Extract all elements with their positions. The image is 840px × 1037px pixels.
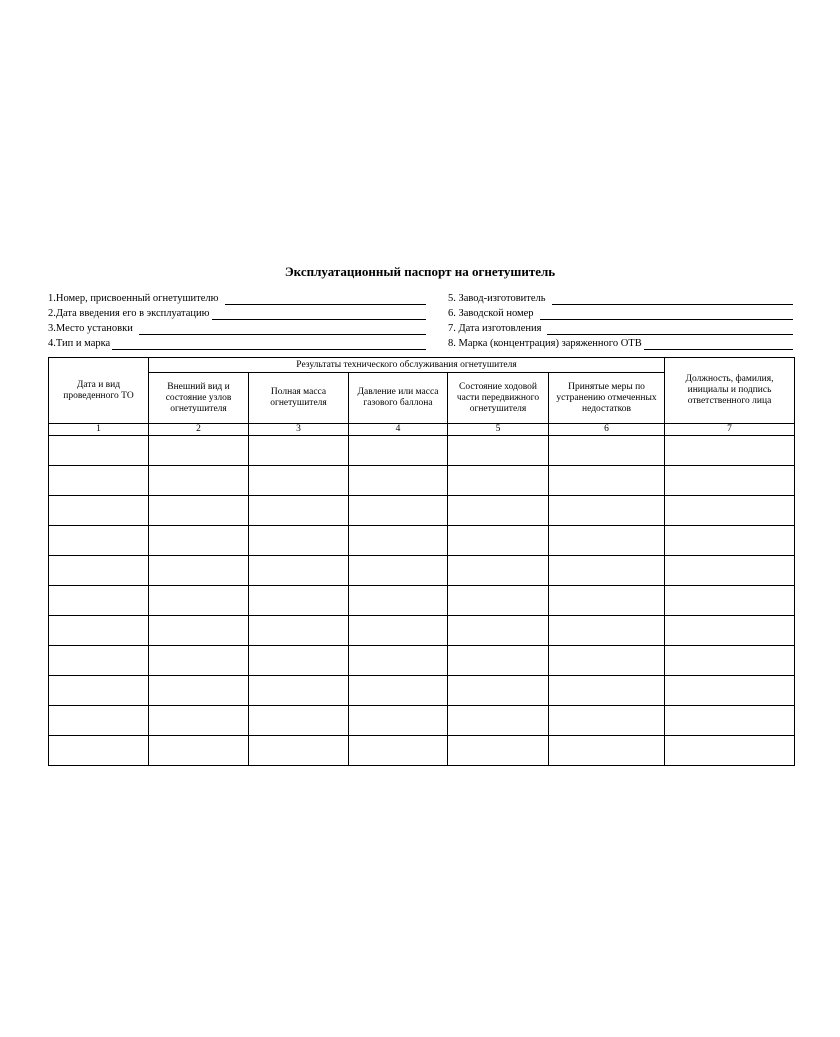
table-cell[interactable] (349, 466, 448, 496)
table-cell[interactable] (249, 706, 349, 736)
fill-line[interactable] (540, 307, 793, 320)
table-cell[interactable] (349, 646, 448, 676)
column-number: 6 (549, 424, 665, 436)
table-cell[interactable] (49, 736, 149, 766)
table-cell[interactable] (549, 676, 665, 706)
col-header-appearance: Внешний вид и состояние узлов огнетушителя (149, 373, 249, 424)
table-row (49, 586, 795, 616)
table-row (49, 616, 795, 646)
table-cell[interactable] (349, 736, 448, 766)
table-cell[interactable] (665, 646, 795, 676)
table-cell[interactable] (349, 496, 448, 526)
table-cell[interactable] (448, 646, 549, 676)
table-cell[interactable] (49, 466, 149, 496)
col-header-measures: Принятые меры по устранению отмеченных недостатков (549, 373, 665, 424)
table-cell[interactable] (448, 736, 549, 766)
table-cell[interactable] (49, 616, 149, 646)
field-label: 7. Дата изготовления (448, 323, 542, 334)
table-cell[interactable] (149, 466, 249, 496)
table-cell[interactable] (549, 736, 665, 766)
table-cell[interactable] (448, 436, 549, 466)
table-cell[interactable] (249, 466, 349, 496)
table-cell[interactable] (249, 736, 349, 766)
table-cell[interactable] (349, 616, 448, 646)
table-cell[interactable] (665, 466, 795, 496)
table-cell[interactable] (448, 586, 549, 616)
table-cell[interactable] (249, 556, 349, 586)
table-row (49, 706, 795, 736)
column-number: 1 (49, 424, 149, 436)
field-label: 6. Заводской номер (448, 308, 534, 319)
column-numbers-row (49, 424, 795, 436)
table-cell[interactable] (448, 616, 549, 646)
field-serial-number[interactable] (448, 305, 793, 320)
fill-line[interactable] (212, 307, 427, 320)
table-cell[interactable] (49, 526, 149, 556)
table-cell[interactable] (549, 526, 665, 556)
field-label: 5. Завод-изготовитель (448, 293, 546, 304)
field-type-brand[interactable] (48, 335, 426, 350)
table-cell[interactable] (149, 706, 249, 736)
table-cell[interactable] (665, 586, 795, 616)
table-row (49, 496, 795, 526)
field-commission-date[interactable] (48, 305, 426, 320)
table-cell[interactable] (665, 556, 795, 586)
table-cell[interactable] (249, 526, 349, 556)
table-cell[interactable] (665, 616, 795, 646)
table-cell[interactable] (149, 526, 249, 556)
table-cell[interactable] (49, 706, 149, 736)
column-number: 7 (665, 424, 795, 436)
field-label: 2.Дата введения его в эксплуатацию (48, 308, 210, 319)
field-label: 4.Тип и марка (48, 338, 111, 349)
table-cell[interactable] (549, 706, 665, 736)
fill-line[interactable] (644, 337, 793, 350)
field-label: 1.Номер, присвоенный огнетушителю (48, 293, 219, 304)
table-cell[interactable] (349, 436, 448, 466)
field-label: 8. Марка (концентрация) заряженного ОТВ (448, 338, 642, 349)
table-cell[interactable] (249, 496, 349, 526)
table-cell[interactable] (448, 496, 549, 526)
table-cell[interactable] (149, 616, 249, 646)
table-row (49, 526, 795, 556)
col-header-date-type: Дата и вид проведенного ТО (49, 358, 149, 424)
field-location[interactable] (48, 320, 426, 335)
table-cell[interactable] (149, 646, 249, 676)
table-cell[interactable] (149, 736, 249, 766)
table-cell[interactable] (349, 526, 448, 556)
fill-line[interactable] (139, 322, 426, 335)
table-cell[interactable] (349, 586, 448, 616)
fill-line[interactable] (547, 322, 793, 335)
column-number: 3 (249, 424, 349, 436)
table-cell[interactable] (448, 526, 549, 556)
table-cell[interactable] (49, 436, 149, 466)
col-header-pressure: Давление или масса газового баллона (349, 373, 448, 424)
table-cell[interactable] (49, 496, 149, 526)
field-label: 3.Место установки (48, 323, 133, 334)
table-row (49, 466, 795, 496)
table-cell[interactable] (49, 586, 149, 616)
table-row (49, 736, 795, 766)
table-cell[interactable] (249, 586, 349, 616)
table-cell[interactable] (349, 676, 448, 706)
table-cell[interactable] (549, 466, 665, 496)
table-cell[interactable] (149, 676, 249, 706)
field-row (48, 335, 793, 350)
table-body (49, 436, 795, 766)
table-cell[interactable] (448, 676, 549, 706)
field-extinguisher-number[interactable] (48, 290, 426, 305)
table-row (49, 676, 795, 706)
table-cell[interactable] (665, 736, 795, 766)
table-cell[interactable] (249, 646, 349, 676)
table-cell[interactable] (149, 556, 249, 586)
fill-line[interactable] (225, 292, 427, 305)
passport-fields (48, 290, 793, 350)
table-cell[interactable] (549, 646, 665, 676)
table-cell[interactable] (448, 706, 549, 736)
table-cell[interactable] (665, 706, 795, 736)
field-row (48, 290, 793, 305)
table-cell[interactable] (149, 496, 249, 526)
fill-line[interactable] (552, 292, 793, 305)
table-cell[interactable] (549, 556, 665, 586)
table-cell[interactable] (448, 466, 549, 496)
field-row (48, 320, 793, 335)
column-number: 4 (349, 424, 448, 436)
table-cell[interactable] (549, 496, 665, 526)
table-cell[interactable] (149, 586, 249, 616)
column-number: 5 (448, 424, 549, 436)
table-cell[interactable] (249, 436, 349, 466)
table-cell[interactable] (249, 616, 349, 646)
field-manufacturer[interactable] (448, 290, 793, 305)
column-number: 2 (149, 424, 249, 436)
table-cell[interactable] (665, 436, 795, 466)
field-row (48, 305, 793, 320)
table-cell[interactable] (49, 646, 149, 676)
field-manufacture-date[interactable] (448, 320, 793, 335)
table-cell[interactable] (549, 616, 665, 646)
table-row (49, 556, 795, 586)
table-cell[interactable] (249, 676, 349, 706)
table-cell[interactable] (49, 676, 149, 706)
maintenance-table (48, 357, 795, 766)
fill-line[interactable] (112, 337, 426, 350)
table-cell[interactable] (49, 556, 149, 586)
table-cell[interactable] (549, 436, 665, 466)
document-title: Эксплуатационный паспорт на огнетушитель (284, 264, 556, 279)
table-cell[interactable] (349, 706, 448, 736)
col-header-full-mass: Полная масса огнетушителя (249, 373, 349, 424)
table-cell[interactable] (665, 526, 795, 556)
table-cell[interactable] (665, 496, 795, 526)
table-row (49, 436, 795, 466)
table-cell[interactable] (549, 586, 665, 616)
table-row (49, 646, 795, 676)
table-cell[interactable] (349, 556, 448, 586)
col-header-undercarriage: Состояние ходовой части передвижного огнетушителя (448, 373, 549, 424)
col-header-responsible: Должность, фамилия, инициалы и подпись ответственного лица (665, 358, 795, 424)
table-cell[interactable] (448, 556, 549, 586)
field-agent-brand[interactable] (448, 335, 793, 350)
group-header-results: Результаты технического обслуживания огнетушителя (149, 358, 665, 373)
table-cell[interactable] (665, 676, 795, 706)
table-cell[interactable] (149, 436, 249, 466)
